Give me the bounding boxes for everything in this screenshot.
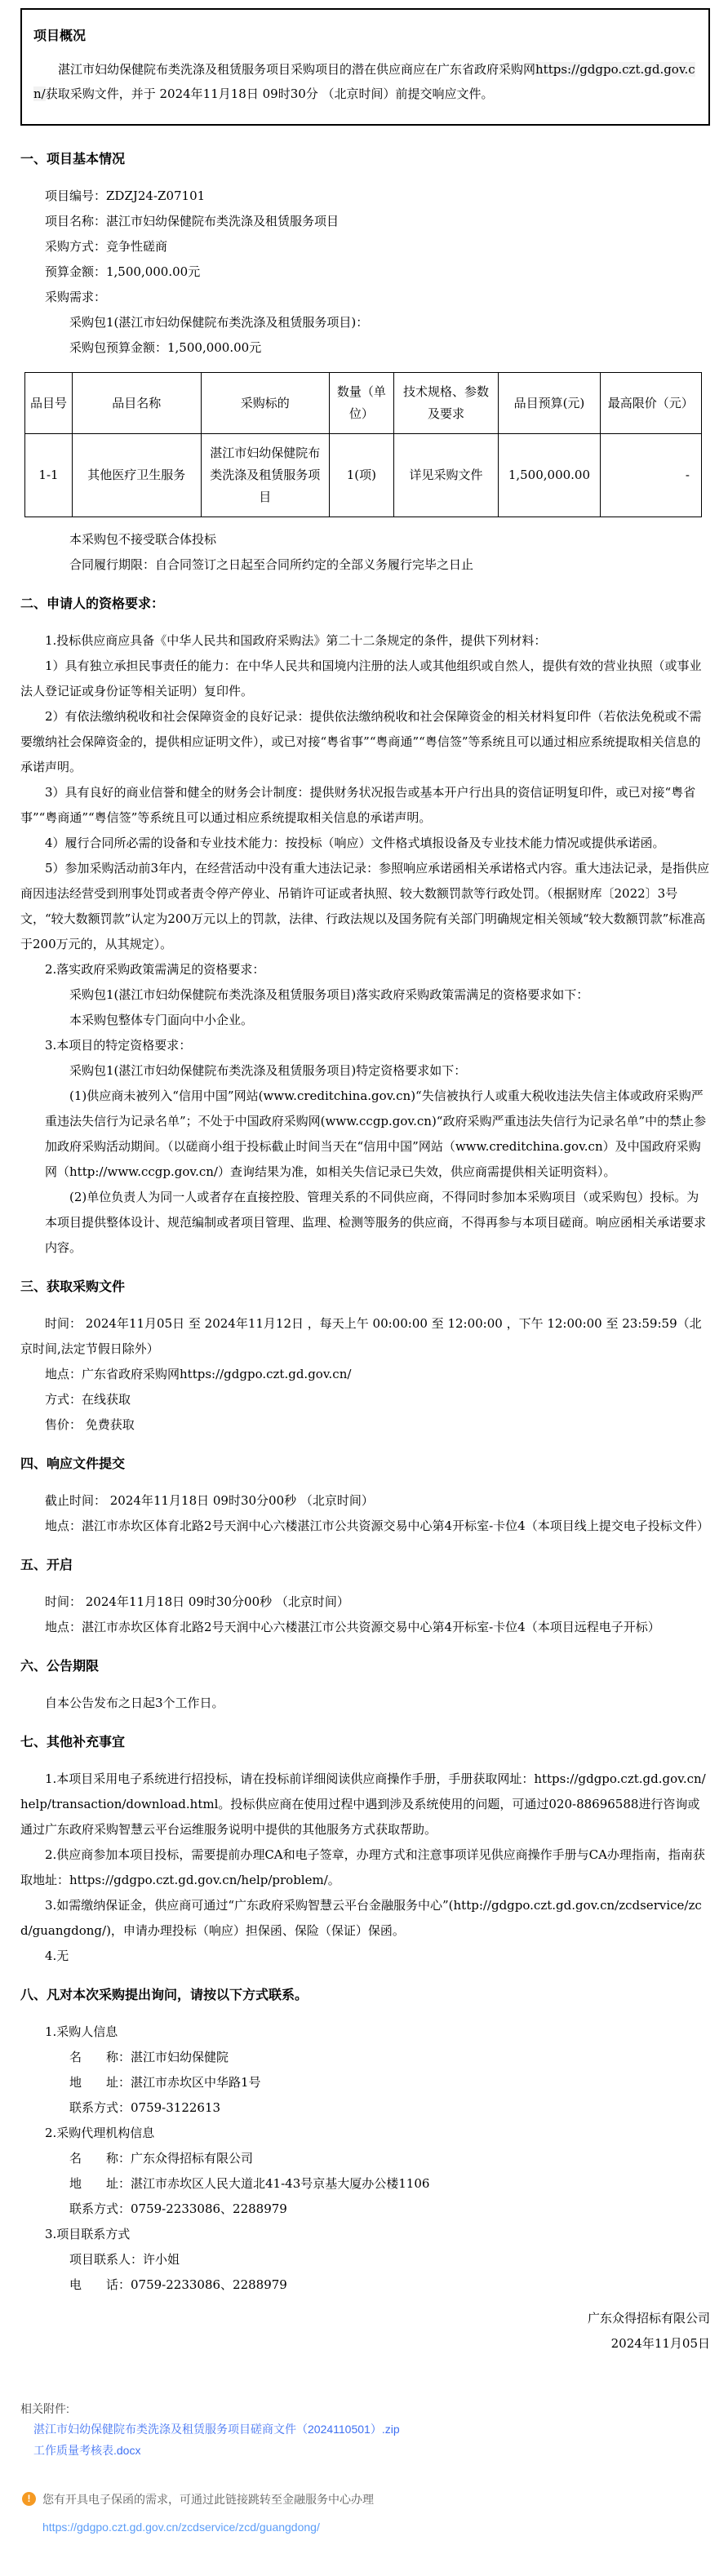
paragraph: 采购方式：竞争性磋商	[45, 239, 168, 254]
attachments-section	[20, 2399, 710, 2461]
paragraph: 方式：在线获取	[45, 1392, 131, 1407]
document-sections	[20, 147, 710, 2298]
items-table	[24, 372, 702, 517]
paragraph: 4）履行合同所必需的设备和专业技术能力：按投标（响应）文件格式填报设备及专业技术能力情况或提供承诺函。	[45, 836, 665, 850]
overview-title: 项目概况	[33, 29, 87, 43]
table-cell: 1-1	[25, 434, 73, 517]
paragraph: (2)单位负责人为同一人或者存在直接控股、管理关系的不同供应商，不得同时参加本采购项目（或采购包）投标。为本项目提供整体设计、规范编制或者项目管理、监理、检测等服务的供应商，不得再参与本项目磋商。响应函相关承诺要求内容。	[45, 1190, 707, 1255]
section-heading: 七、其他补充事宜	[20, 1736, 126, 1749]
paragraph: 采购包1(湛江市妇幼保健院布类洗涤及租赁服务项目)落实政府采购政策需满足的资格要求如下：	[69, 987, 589, 1002]
procurement-site-url: https://gdgpo.czt.gd.gov.cn/	[33, 62, 695, 101]
section-heading: 二、申请人的资格要求：	[20, 597, 165, 611]
paragraph: 自本公告发布之日起3个工作日。	[45, 1696, 224, 1710]
paragraph: 联系方式：0759-2233086、2288979	[69, 2201, 287, 2216]
paragraph: 3）具有良好的商业信誉和健全的财务会计制度：提供财务状况报告或基本开户行出具的资信证明复印件，或已对接“粤省事”“粤商通”“粤信签”等系统且可以通过相应系统提取相关信息的承诺声明。	[20, 785, 696, 825]
paragraph: 1.采购人信息	[45, 2024, 118, 2039]
column-header: 品目预算(元)	[499, 373, 600, 434]
notice-row	[20, 2490, 710, 2508]
paragraph: 5）参加采购活动前3年内，在经营活动中没有重大违法记录：参照响应承诺函相关承诺格式内容。重大违法记录，是指供应商因违法经营受到刑事处罚或者责令停产停业、吊销许可证或者执照、较大数额罚款等行政处罚。（根据财库〔2022〕3号文，“较大数额罚款”认定为200万元以上的罚款，法律、行政法规以及国务院有关部门明确规定相关领域“较大数额罚款”标准高于200万元的，从其规定）。	[20, 861, 710, 951]
attachment-file-link[interactable]: 工作质量考核表.docx	[33, 2444, 141, 2457]
section-heading: 三、获取采购文件	[20, 1280, 126, 1294]
paragraph: 地点：湛江市赤坎区体育北路2号天润中心六楼湛江市公共资源交易中心第4开标室-卡位4（本项目远程电子开标）	[45, 1620, 660, 1634]
paragraph: 地 址：湛江市赤坎区中华路1号	[69, 2075, 261, 2090]
table-cell: 1(项)	[330, 434, 394, 517]
attachment-file-link[interactable]: 湛江市妇幼保健院布类洗涤及租赁服务项目磋商文件（2024110501）.zip	[33, 2423, 400, 2436]
table-cell: 详见采购文件	[393, 434, 498, 517]
paragraph: 合同履行期限：自合同签订之日起至合同所约定的全部义务履行完毕之日止	[69, 557, 474, 572]
paragraph: 联系方式：0759-3122613	[69, 2100, 221, 2115]
signature-block	[20, 2306, 710, 2357]
signature-company: 广东众得招标有限公司	[587, 2311, 710, 2325]
paragraph: 采购包1(湛江市妇幼保健院布类洗涤及租赁服务项目)：	[69, 315, 369, 330]
section-heading: 五、开启	[20, 1558, 73, 1572]
financial-service-center-link[interactable]: https://gdgpo.czt.gd.gov.cn/zcdservice/zcd/guangdong/	[42, 2521, 320, 2534]
table-cell: -	[600, 434, 701, 517]
paragraph: 2.供应商参加本项目投标，需要提前办理CA和电子签章，办理方式和注意事项详见供应商操作手册与CA办理指南，指南获取地址：https://gdgpo.czt.gd.gov.cn/help/problem/。	[20, 1847, 705, 1887]
paragraph: 3.如需缴纳保证金，供应商可通过“广东政府采购智慧云平台金融服务中心”(http://gdgpo.czt.gd.gov.cn/zcdservice/zcd/guangdong/)，申请办理投标（响应）担保函、保险（保证）保函。	[20, 1898, 702, 1938]
column-header: 品目号	[25, 373, 73, 434]
column-header: 技术规格、参数及要求	[393, 373, 498, 434]
paragraph: 4.无	[45, 1949, 69, 1963]
paragraph: 2.采购代理机构信息	[45, 2126, 155, 2140]
paragraph: 截止时间： 2024年11月18日 09时30分00秒 （北京时间）	[45, 1493, 374, 1508]
paragraph: 售价： 免费获取	[45, 1417, 135, 1432]
paragraph: 名 称：广东众得招标有限公司	[69, 2151, 254, 2166]
paragraph: 电 话：0759-2233086、2288979	[69, 2277, 287, 2292]
paragraph: 采购包1(湛江市妇幼保健院布类洗涤及租赁服务项目)特定资格要求如下：	[69, 1063, 467, 1078]
signature-date: 2024年11月05日	[610, 2336, 710, 2351]
paragraph: 地点：湛江市赤坎区体育北路2号天润中心六楼湛江市公共资源交易中心第4开标室-卡位4（本项目线上提交电子投标文件）	[45, 1519, 709, 1533]
paragraph: 3.本项目的特定资格要求：	[45, 1038, 192, 1053]
overview-text-before-url: 湛江市妇幼保健院布类洗涤及租赁服务项目采购项目的潜在供应商应在广东省政府采购网	[58, 62, 536, 77]
paragraph: 采购包预算金额：1,500,000.00元	[69, 340, 262, 355]
guarantee-notice	[20, 2490, 710, 2536]
paragraph: 本采购包整体专门面向中小企业。	[69, 1013, 254, 1027]
paragraph: 2.落实政府采购政策需满足的资格要求：	[45, 962, 265, 977]
table-header-row	[25, 373, 702, 434]
table-cell: 湛江市妇幼保健院布类洗涤及租赁服务项目	[201, 434, 330, 517]
column-header: 数量（单位）	[330, 373, 394, 434]
exclamation-icon: !	[22, 2492, 36, 2506]
paragraph: 本采购包不接受联合体投标	[69, 532, 217, 547]
paragraph: 3.项目联系方式	[45, 2227, 131, 2241]
paragraph: 采购需求：	[45, 290, 107, 304]
overview-text-after-url: 获取采购文件，并于 2024年11月18日 09时30分 （北京时间）前提交响应文件。	[45, 86, 494, 101]
table-cell: 其他医疗卫生服务	[73, 434, 202, 517]
paragraph: 项目名称：湛江市妇幼保健院布类洗涤及租赁服务项目	[45, 214, 340, 228]
column-header: 最高限价（元）	[600, 373, 701, 434]
paragraph: 名 称：湛江市妇幼保健院	[69, 2050, 229, 2064]
overview-paragraph	[33, 57, 695, 106]
attachments-list	[20, 2419, 710, 2461]
attachments-label: 相关附件:	[20, 2402, 69, 2415]
section-heading: 一、项目基本情况	[20, 153, 126, 166]
paragraph: 1.本项目采用电子系统进行招投标，请在投标前详细阅读供应商操作手册，手册获取网址：https://gdgpo.czt.gd.gov.cn/help/transaction/download.html。投标供应商在使用过程中遇到涉及系统使用的问题，可通过020-88696588进行咨询或通过广东政府采购智慧云平台运维服务说明中提供的其他服务方式获取帮助。	[20, 1771, 706, 1837]
section-heading: 八、凡对本次采购提出询问，请按以下方式联系。	[20, 1989, 309, 2002]
paragraph: 1）具有独立承担民事责任的能力：在中华人民共和国境内注册的法人或其他组织或自然人，提供有效的营业执照（或事业法人登记证或身份证等相关证明）复印件。	[20, 658, 702, 698]
table-row	[25, 434, 702, 517]
project-overview-box	[20, 8, 710, 126]
paragraph: 时间： 2024年11月18日 09时30分00秒 （北京时间）	[45, 1594, 349, 1609]
paragraph: 项目编号：ZDZJ24-Z07101	[45, 188, 206, 203]
column-header: 品目名称	[73, 373, 202, 434]
paragraph: 预算金额：1,500,000.00元	[45, 264, 201, 279]
paragraph: 项目联系人：许小姐	[69, 2252, 180, 2267]
table-cell: 1,500,000.00	[499, 434, 600, 517]
section-heading: 六、公告期限	[20, 1660, 100, 1674]
paragraph: 时间： 2024年11月05日 至 2024年11月12日 ，每天上午 00:00:00 至 12:00:00 ，下午 12:00:00 至 23:59:59（北京时间,法定节假日除外）	[20, 1316, 702, 1356]
paragraph: 地点：广东省政府采购网https://gdgpo.czt.gd.gov.cn/	[45, 1367, 352, 1381]
notice-text: 您有开具电子保函的需求，可通过此链接跳转至金融服务中心办理	[42, 2493, 374, 2506]
column-header: 采购标的	[201, 373, 330, 434]
paragraph: (1)供应商未被列入“信用中国”网站(www.creditchina.gov.cn)“失信被执行人或重大税收违法失信主体或政府采购严重违法失信行为记录名单”；不处于中国政府采购网(www.ccgp.gov.cn)“政府采购严重违法失信行为记录名单”中的禁止参加政府采购活动期间。（以磋商小组于投标截止时间当天在“信用中国”网站（www.creditchina.gov.cn）及中国政府采购网（http://www.ccgp.gov.cn/）查询结果为准，如相关失信记录已失效，供应商需提供相关证明资料）。	[45, 1088, 707, 1179]
section-heading: 四、响应文件提交	[20, 1457, 126, 1471]
paragraph: 地 址：湛江市赤坎区人民大道北41-43号京基大厦办公楼1106	[69, 2176, 430, 2191]
paragraph: 2）有依法缴纳税收和社会保障资金的良好记录：提供依法缴纳税收和社会保障资金的相关材料复印件（若依法免税或不需要缴纳社会保障资金的，提供相应证明文件），或已对接“粤省事”“粤商通”“粤信签”等系统且可以通过相应系统提取相关信息的承诺声明。	[20, 709, 702, 774]
paragraph: 1.投标供应商应具备《中华人民共和国政府采购法》第二十二条规定的条件，提供下列材料：	[45, 633, 547, 648]
